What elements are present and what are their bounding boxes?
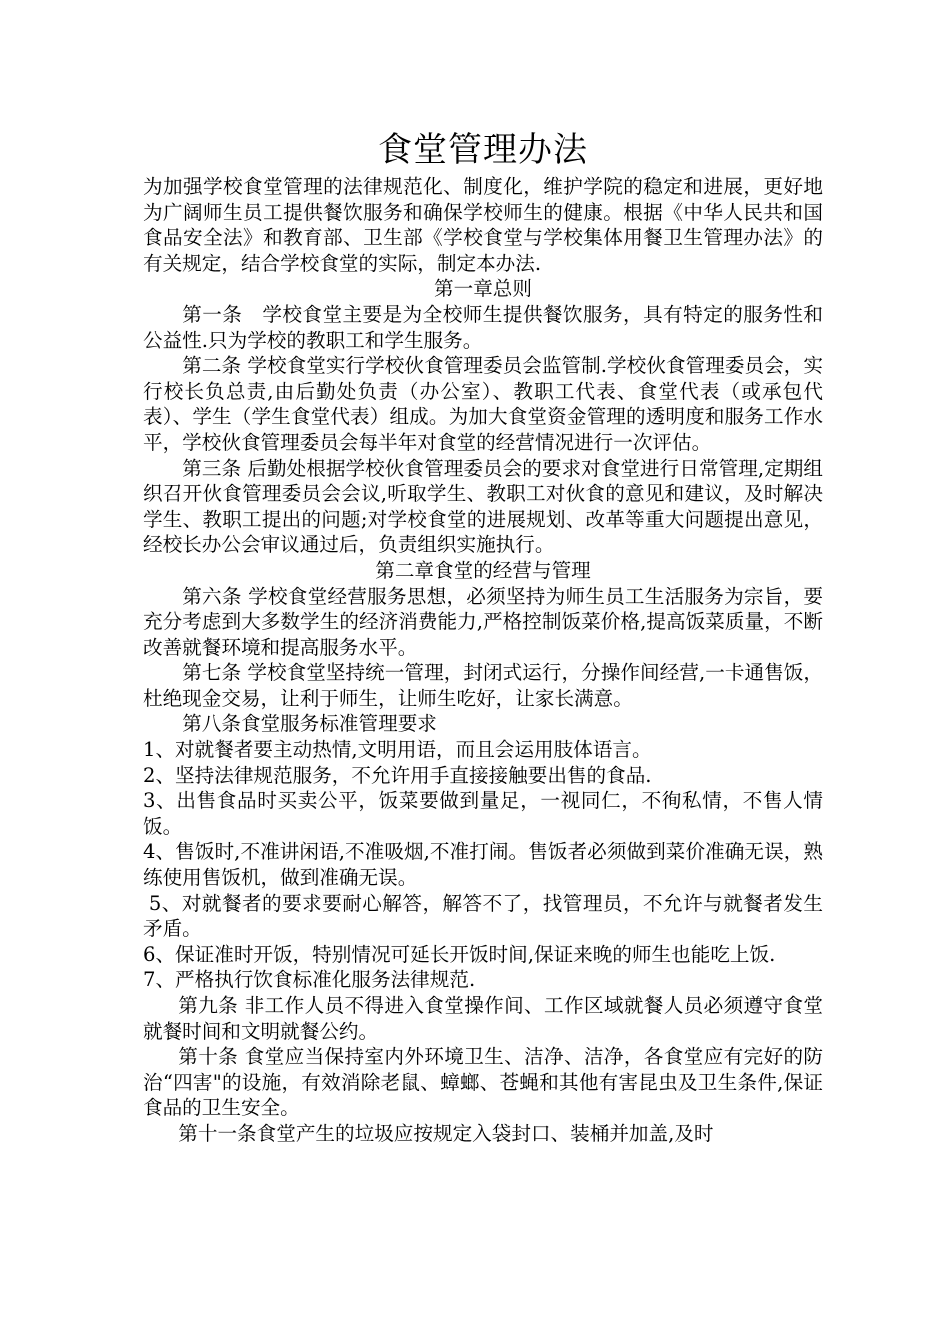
- standard-item-3: 3、出售食品时买卖公平，饭菜要做到量足，一视同仁，不徇私情，不售人情饭。: [143, 789, 823, 838]
- document-page: [143, 128, 823, 1147]
- standard-item-1: 1、对就餐者要主动热情,文明用语，而且会运用肢体语言。: [143, 738, 652, 762]
- standard-item-4: 4、售饭时,不准讲闲语,不准吸烟,不准打闹。售饭者必须做到菜价准确无误，熟练使用售饭机，做到准确无误。: [143, 840, 823, 890]
- article-9: 第九条 非工作人员不得进入食堂操作间、工作区域就餐人员必须遵守食堂就餐时间和文明就餐公约。: [143, 994, 823, 1043]
- article-6: 第六条 学校食堂经营服务思想，必须坚持为师生员工生活服务为宗旨，要充分考虑到大多数学生的经济消费能力,严格控制饭菜价格,提高饭菜质量，不断改善就餐环境和提高服务水平。: [143, 584, 823, 659]
- article-10: 第十条 食堂应当保持室内外环境卫生、洁净、洁净，各食堂应有完好的防治“四害"的设施，有效消除老鼠、蟑螂、苍蝇和其他有害昆虫及卫生条件,保证食品的卫生安全。: [143, 1045, 823, 1120]
- standard-item-2: 2、坚持法律规范服务，不允许用手直接接触要出售的食品.: [143, 763, 652, 787]
- article-2: 第二条 学校食堂实行学校伙食管理委员会监管制.学校伙食管理委员会，实行校长负总责,由后勤处负责（办公室）、教职工代表、食堂代表（或承包代表）、学生（学生食堂代表）组成。为加大食堂资金管理的透明度和服务工作水平，学校伙食管理委员会每半年对食堂的经营情况进行一次评估。: [143, 354, 823, 454]
- chapter-2-heading: 第二章食堂的经营与管理: [375, 558, 591, 582]
- standard-item-6: 6、保证准时开饭，特别情况可延长开饭时间,保证来晚的师生也能吃上饭.: [143, 942, 776, 966]
- standard-item-5: 5、对就餐者的要求要耐心解答，解答不了，找管理员，不允许与就餐者发生矛盾。: [143, 891, 823, 941]
- chapter-1-heading: 第一章总则: [434, 277, 532, 301]
- article-11: 第十一条食堂产生的垃圾应按规定入袋封口、装桶并加盖,及时: [178, 1121, 714, 1145]
- article-1: 第一条 学校食堂主要是为全校师生提供餐饮服务，具有特定的服务性和公益性.只为学校的教职工和学生服务。: [143, 302, 823, 352]
- standard-item-7: 7、严格执行饮食标准化服务法律规范.: [143, 968, 476, 992]
- article-3: 第三条 后勤处根据学校伙食管理委员会的要求对食堂进行日常管理,定期组织召开伙食管理委员会会议,听取学生、教职工对伙食的意见和建议，及时解决学生、教职工提出的问题;对学校食堂的进展规划、改革等重大问题提出意见，经校长办公会审议通过后，负责组织实施执行。: [143, 456, 823, 557]
- article-8: 第八条食堂服务标准管理要求: [182, 712, 437, 736]
- document-title: 食堂管理办法: [378, 130, 588, 170]
- article-7: 第七条 学校食堂坚持统一管理，封闭式运行，分操作间经营,一卡通售饭，杜绝现金交易，让利于师生，让师生吃好，让家长满意。: [143, 661, 823, 710]
- intro-paragraph: 为加强学校食堂管理的法律规范化、制度化，维护学院的稳定和进展，更好地为广阔师生员工提供餐饮服务和确保学校师生的健康。根据《中华人民共和国食品安全法》和教育部、卫生部《学校食堂与学校集体用餐卫生管理办法》的有关规定，结合学校食堂的实际，制定本办法.: [143, 175, 823, 275]
